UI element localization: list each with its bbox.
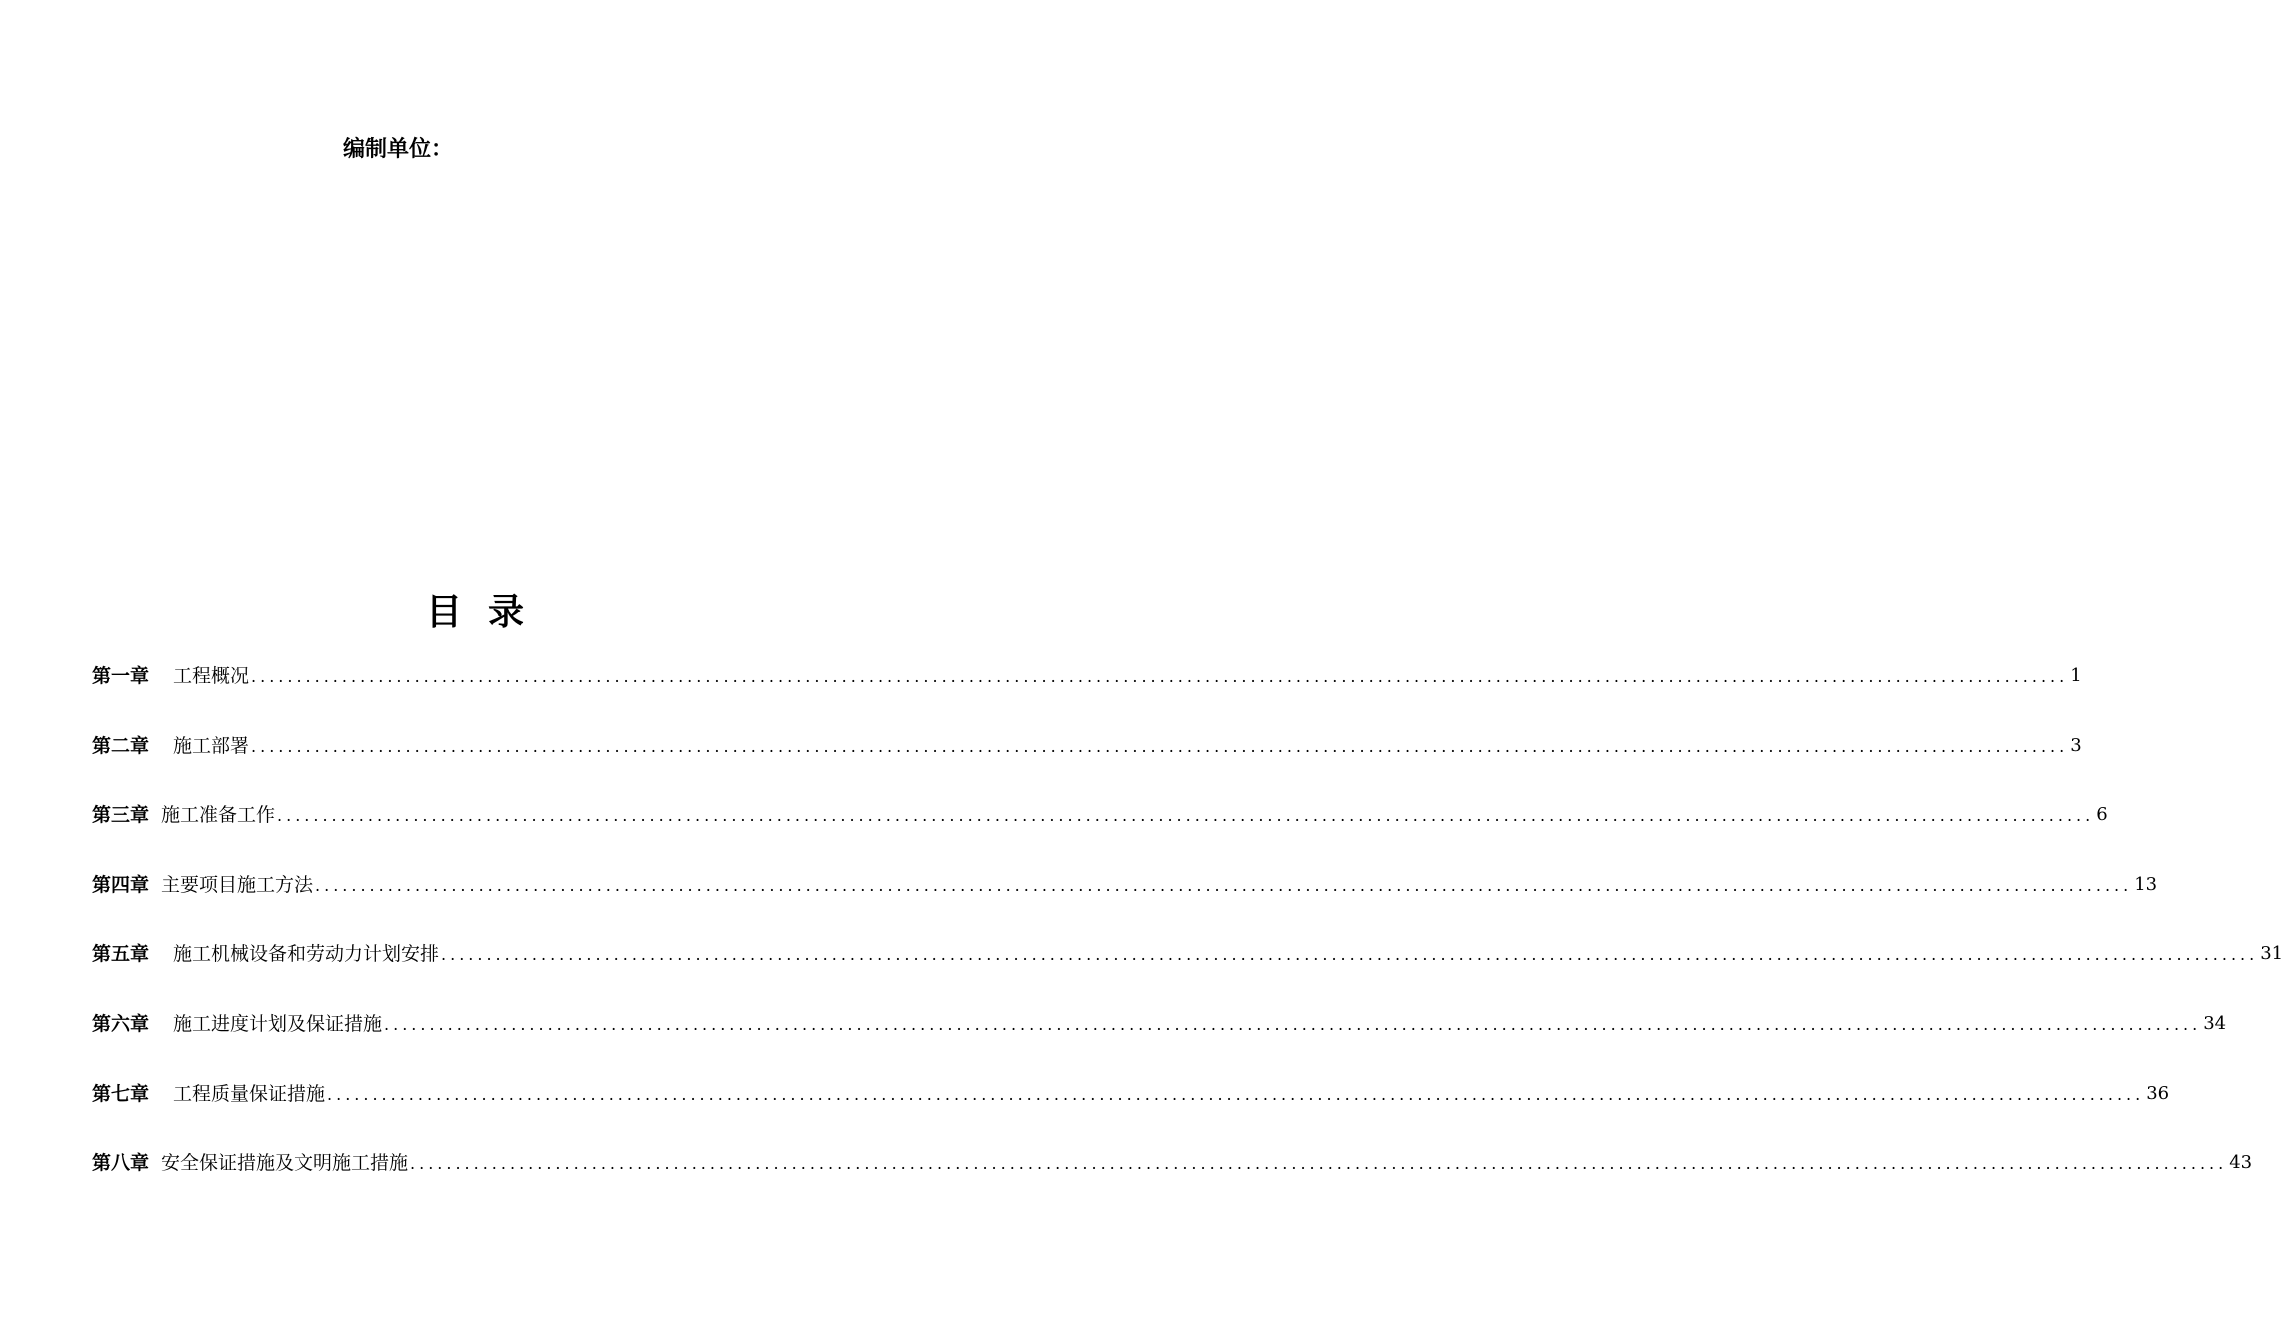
toc-page-number: 31 [2260,943,2283,965]
toc-page-number: 34 [2203,1012,2227,1034]
toc-entry[interactable] [92,1008,2227,1078]
toc-chapter-title: 工程概况 [173,665,250,687]
toc-chapter-number: 第三章 [92,804,150,827]
toc-chapter-number: 第四章 [92,873,150,896]
toc-chapter-title: 施工部署 [173,734,250,757]
toc-chapter-number: 第八章 [92,1152,150,1175]
toc-page-number: 1 [2070,665,2082,686]
toc-chapter-number: 第二章 [92,734,150,757]
toc-dot-leader: ........................................................................................................................................................................................................ [441,945,2259,965]
toc-page-number: 36 [2146,1082,2170,1104]
toc-dot-leader: ........................................................................................................................................................................................................ [410,1154,2228,1174]
toc-chapter-number: 第一章 [92,665,150,687]
toc-entry[interactable] [92,799,2108,869]
table-of-contents [92,660,2283,1217]
toc-page-number: 3 [2070,734,2082,756]
toc-entry[interactable] [92,730,2082,800]
toc-dot-leader: ........................................................................................................................................................................................................ [327,1084,2145,1104]
toc-dot-leader: ........................................................................................................................................................................................................ [251,736,2069,756]
toc-page-number: 6 [2096,804,2108,826]
toc-entry[interactable] [92,1147,2253,1217]
toc-title: 目录 [425,591,550,633]
toc-chapter-title: 主要项目施工方法 [161,873,314,896]
toc-chapter-title: 施工机械设备和劳动力计划安排 [173,943,440,966]
toc-chapter-title: 施工进度计划及保证措施 [173,1012,383,1035]
toc-dot-leader: ........................................................................................................................................................................................................ [384,1014,2202,1034]
toc-entry[interactable] [92,660,2082,730]
toc-entry[interactable] [92,1078,2170,1148]
toc-dot-leader: ........................................................................................................................................................................................................ [315,875,2133,895]
toc-chapter-number: 第七章 [92,1082,150,1105]
toc-dot-leader: ........................................................................................................................................................................................................ [251,667,2069,686]
compiler-label: 编制单位： [343,137,454,162]
toc-entry[interactable] [92,869,2158,939]
toc-page-number: 13 [2134,873,2158,895]
toc-chapter-title: 施工准备工作 [161,804,276,827]
toc-chapter-title: 安全保证措施及文明施工措施 [161,1152,409,1175]
toc-chapter-title: 工程质量保证措施 [173,1082,326,1105]
toc-dot-leader: ........................................................................................................................................................................................................ [277,806,2095,826]
toc-chapter-number: 第五章 [92,943,150,966]
toc-chapter-number: 第六章 [92,1012,150,1035]
toc-entry[interactable] [92,938,2283,1008]
toc-page-number: 43 [2229,1152,2253,1174]
